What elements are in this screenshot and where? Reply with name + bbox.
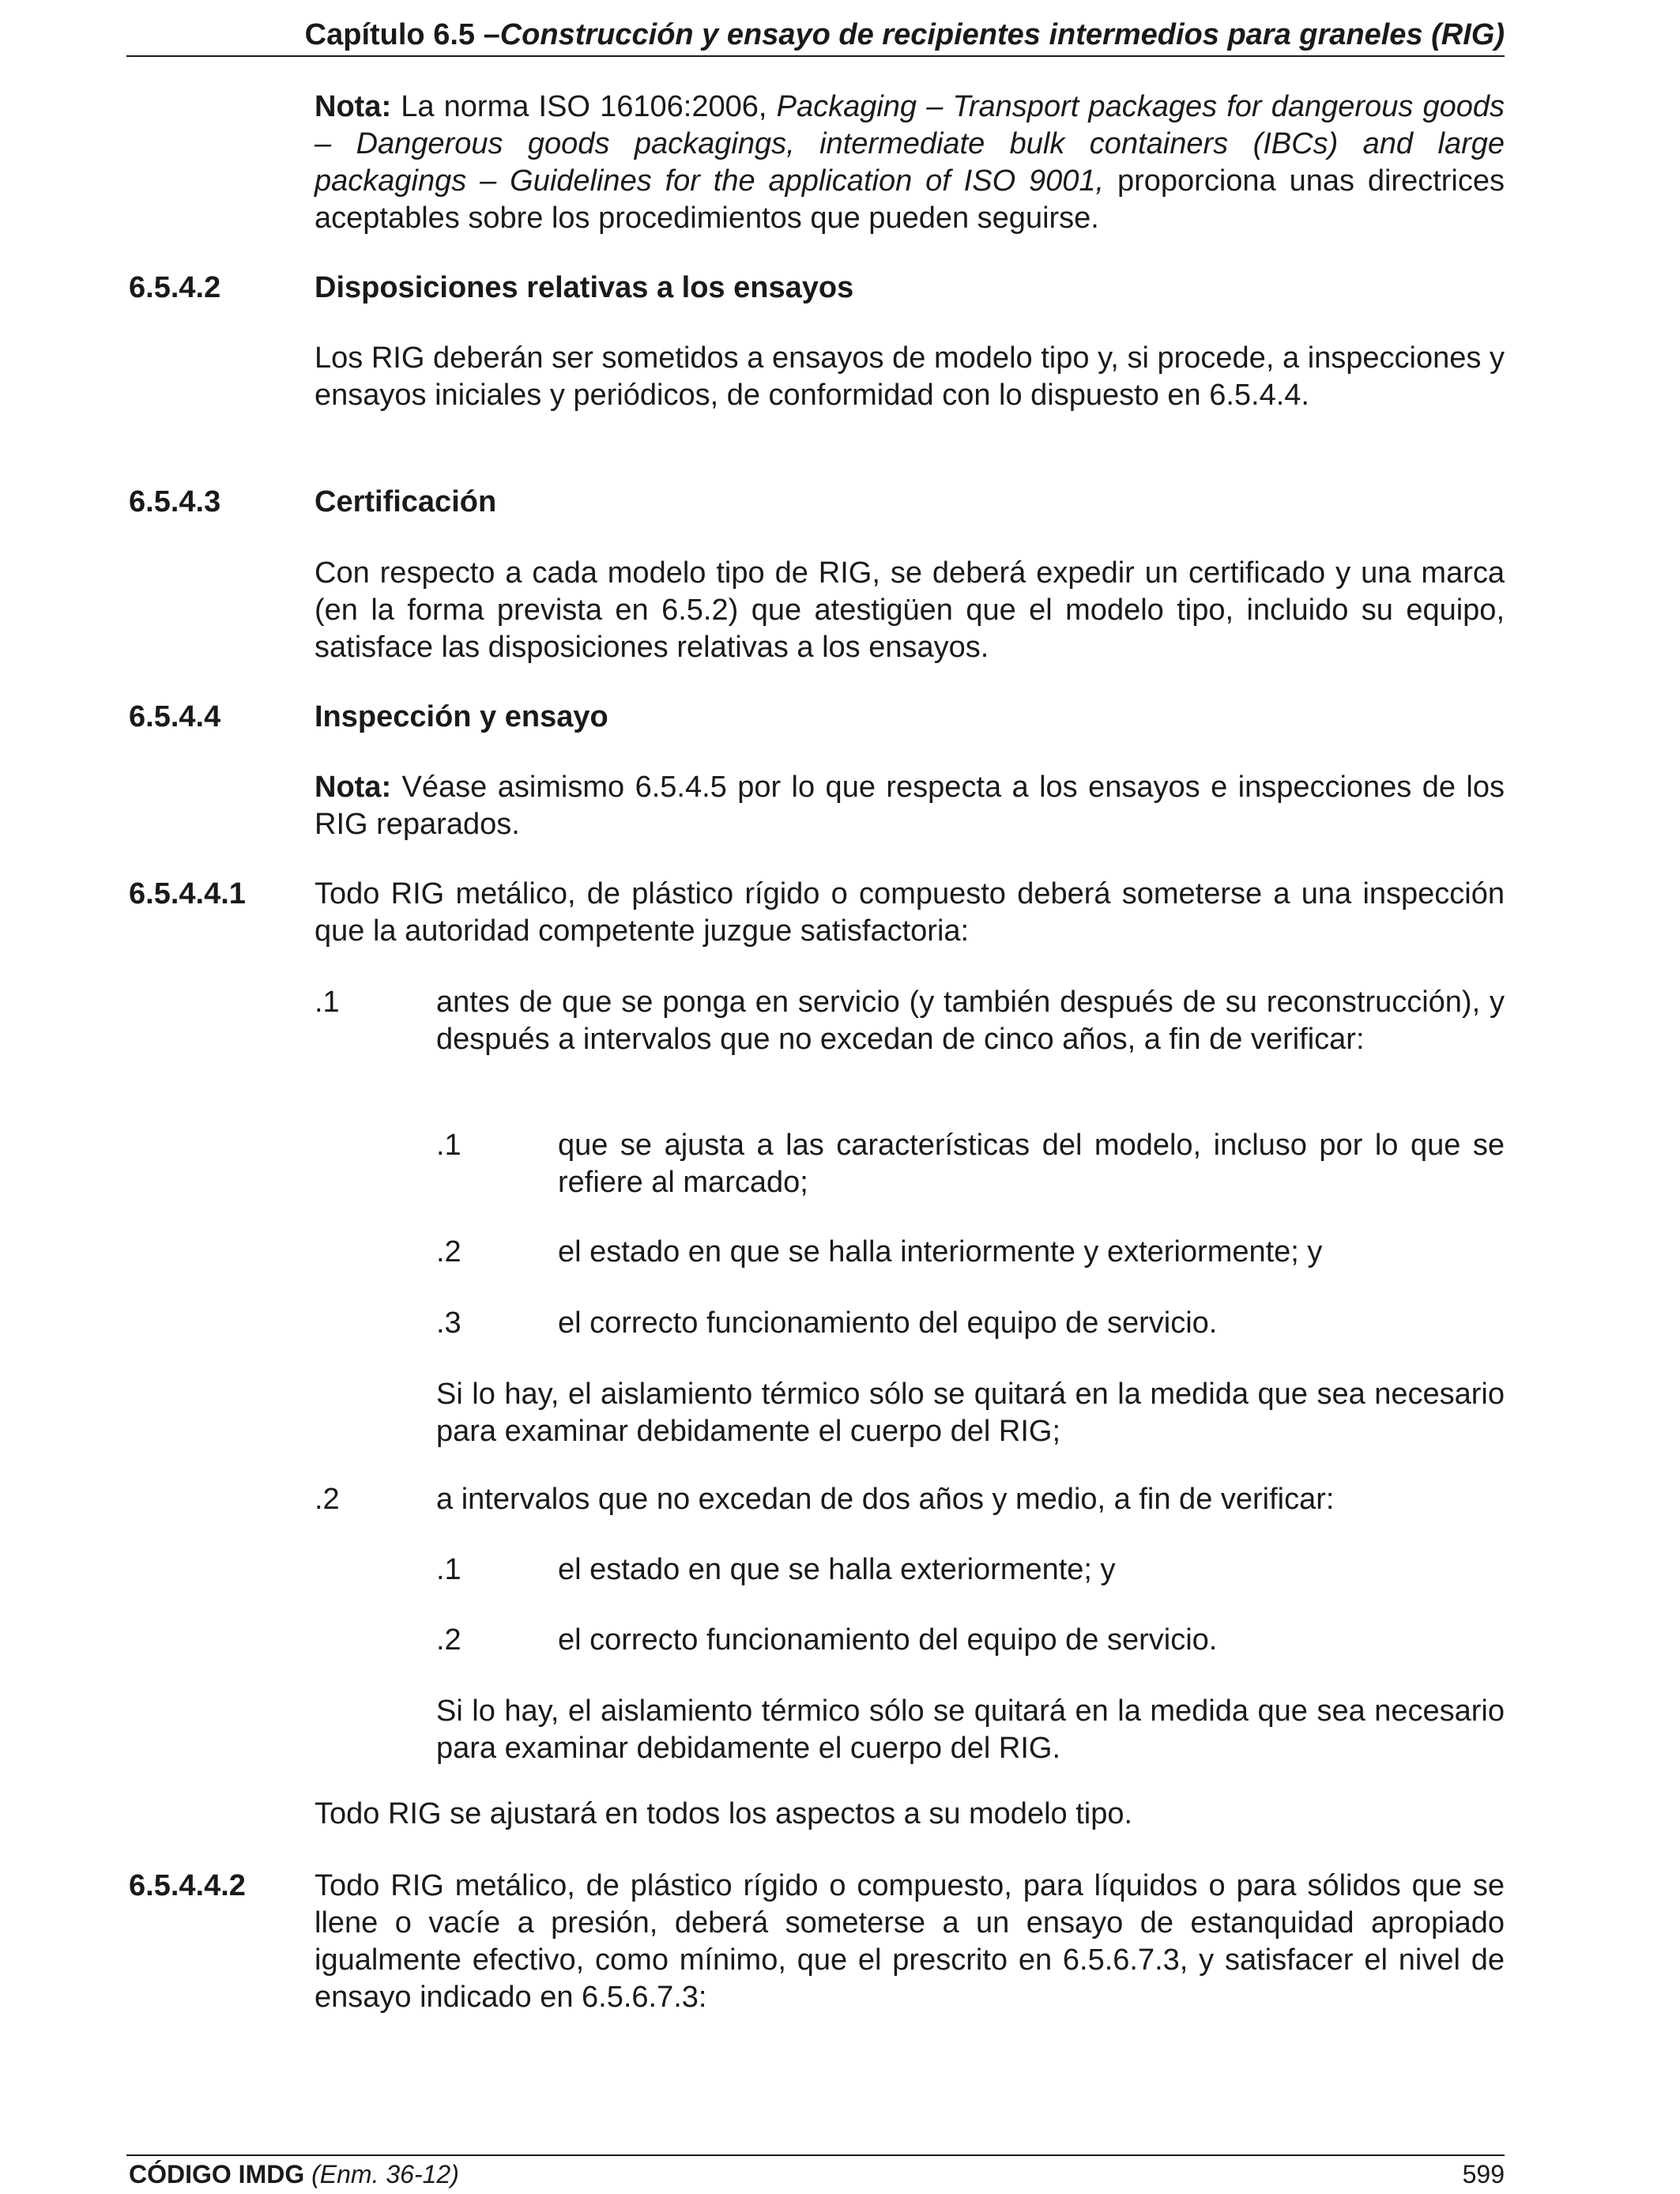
sublist-item: el correcto funcionamiento del equipo de servicio. <box>558 1623 1218 1657</box>
section-title: Disposiciones relativas a los ensayos <box>315 271 854 304</box>
footer-amendment: (Enm. 36-12) <box>311 2160 459 2188</box>
list-marker: .1 <box>315 986 340 1019</box>
footer-code <box>129 2158 459 2190</box>
footer-code-name: CÓDIGO IMDG <box>129 2160 305 2188</box>
sublist-marker: .3 <box>436 1306 461 1340</box>
note-label: Nota: <box>315 771 392 804</box>
header-rule <box>126 55 1505 57</box>
sublist-item: el estado en que se halla exteriormente; y <box>558 1553 1116 1586</box>
note-repaired <box>315 769 1505 843</box>
footer-rule <box>126 2154 1505 2156</box>
section-title: Certificación <box>315 485 497 518</box>
sublist-item: el correcto funcionamiento del equipo de servicio. <box>558 1306 1218 1340</box>
section-paragraph: Todo RIG metálico, de plástico rígido o compuesto deberá someterse a una inspección que la autoridad competente juzgue satisfactoria: <box>315 877 1505 948</box>
section-number: 6.5.4.3 <box>129 485 221 518</box>
section-paragraph: Los RIG deberán ser sometidos a ensayos de modelo tipo y, si procede, a inspecciones y ensayos iniciales y periódicos, de conformidad con lo dispuesto en 6.5.4.4. <box>315 341 1505 412</box>
note-post: proporciona unas directrices aceptables sobre los procedimientos que pueden seguirse. <box>315 164 1505 235</box>
sublist-item: el estado en que se halla interiormente y exteriormente; y <box>558 1235 1323 1269</box>
list-marker: .2 <box>315 1483 340 1516</box>
sublist-marker: .2 <box>436 1235 461 1269</box>
sublist-item: que se ajusta a las características del modelo, incluso por lo que se refiere al marcado; <box>558 1129 1505 1199</box>
section-paragraph: Todo RIG metálico, de plástico rígido o compuesto, para líquidos o para sólidos que se llene o vacíe a presión, deberá someterse a un ensayo de estanquidad apropiado igualmente efectivo, como mínimo, que el prescrito en 6.5.6.7.3, y satisfacer el nivel de ensayo indicado en 6.5.6.7.3: <box>315 1869 1505 2014</box>
running-header <box>126 14 1505 55</box>
sublist-marker: .2 <box>436 1623 461 1657</box>
sublist-marker: .1 <box>436 1553 461 1586</box>
note-standard-title: Packaging – Transport packages for dangerous goods – Dangerous goods packagings, intermediate bulk containers (IBCs) and large packagings – Guidelines for the application of ISO 9001, <box>315 90 1505 198</box>
insulation-paragraph: Si lo hay, el aislamiento térmico sólo se quitará en la medida que sea necesario para examinar debidamente el cuerpo del RIG; <box>436 1378 1505 1448</box>
section-paragraph: Con respecto a cada modelo tipo de RIG, se deberá expedir un certificado y una marca (en la forma prevista en 6.5.2) que atestigüen que el modelo tipo, incluido su equipo, satisface las disposiciones relativas a los ensayos. <box>315 556 1505 664</box>
closing-paragraph: Todo RIG se ajustará en todos los aspectos a su modelo tipo. <box>315 1797 1133 1830</box>
section-number: 6.5.4.4.2 <box>129 1869 246 1902</box>
insulation-paragraph: Si lo hay, el aislamiento térmico sólo se quitará en la medida que sea necesario para examinar debidamente el cuerpo del RIG. <box>436 1695 1505 1765</box>
list-item: a intervalos que no excedan de dos años y medio, a fin de verificar: <box>436 1483 1335 1516</box>
section-title: Inspección y ensayo <box>315 700 608 733</box>
header-title: Construcción y ensayo de recipientes intermedios para graneles (RIG) <box>499 18 1505 51</box>
section-number: 6.5.4.2 <box>129 271 221 304</box>
page-number: 599 <box>1462 2160 1505 2188</box>
header-chapter: Capítulo 6.5 – <box>304 18 500 51</box>
note-iso <box>315 89 1505 237</box>
note-text: Véase asimismo 6.5.4.5 por lo que respecta a los ensayos e inspecciones de los RIG reparados. <box>315 771 1505 841</box>
section-number: 6.5.4.4 <box>129 700 221 733</box>
section-number: 6.5.4.4.1 <box>129 877 246 910</box>
note-label: Nota: <box>315 90 392 123</box>
list-item: antes de que se ponga en servicio (y también después de su reconstrucción), y después a intervalos que no excedan de cinco años, a fin de verificar: <box>436 986 1505 1056</box>
sublist-marker: .1 <box>436 1129 461 1162</box>
note-pre: La norma ISO 16106:2006, <box>391 90 777 123</box>
